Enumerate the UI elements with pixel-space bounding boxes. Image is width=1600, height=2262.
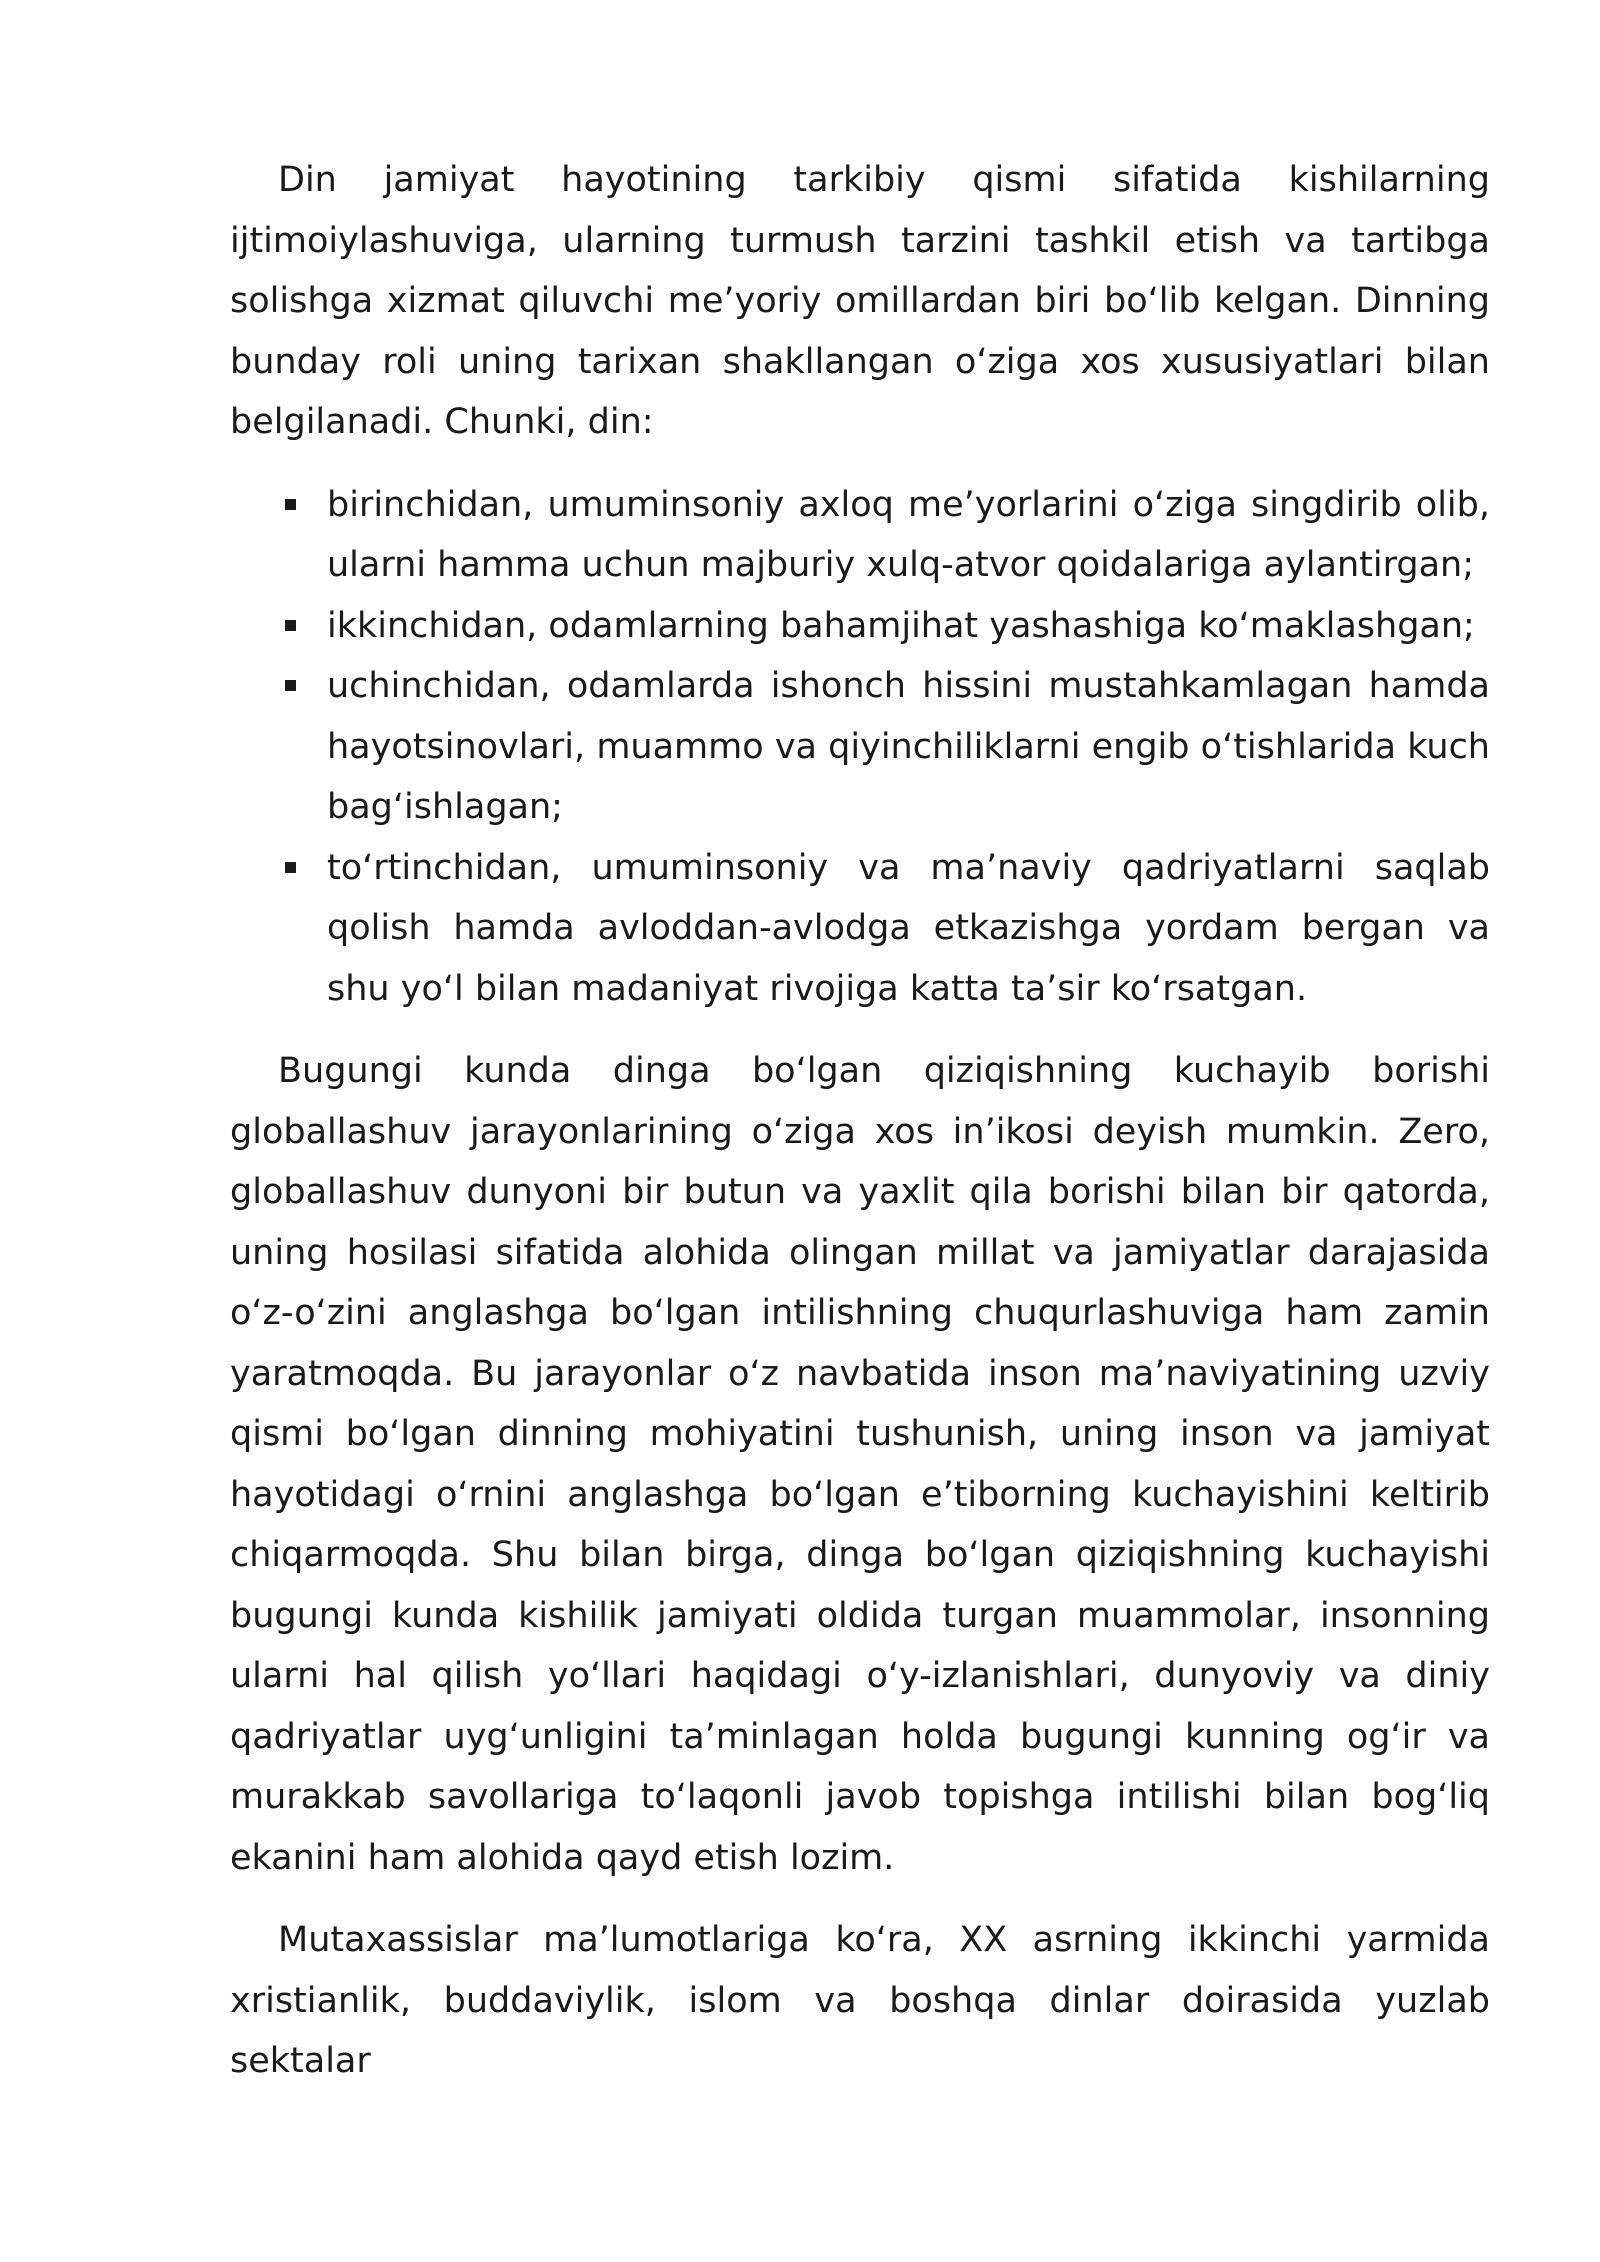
paragraph-intro: Din jamiyat hayotining tarkibiy qismi sifatida kishilarning ijtimoiylashuviga, ularning turmush tarzini tashkil etish va tartibga solishga xizmat qiluvchi me’yoriy omillardan biri bo‘lib kelgan. Dinning bunday roli uning tarixan shakllangan o‘ziga xos xususiyatlari bilan belgilanadi. Chunki, din: (230, 160, 1490, 442)
paragraph-globalization: Bugungi kunda dinga bo‘lgan qiziqishning kuchayib borishi globallashuv jarayonlarining o‘ziga xos in’ikosi deyish mumkin. Zero, globallashuv dunyoni bir butun va yaxlit qila borishi bilan bir qatorda, uning hosilasi sifatida alohida olingan millat va jamiyatlar darajasida o‘z-o‘zini anglashga bo‘lgan intilishning chuqurlashuviga ham zamin yaratmoqda. Bu jarayonlar o‘z navbatida inson ma’naviyatining uzviy qismi bo‘lgan dinning mohiyatini tushunish, uning inson va jamiyat hayotidagi o‘rnini anglashga bo‘lgan e’tiborning kuchayishini keltirib chiqarmoqda. Shu bilan birga, dinga bo‘lgan qiziqishning kuchayishi bugungi kunda kishilik jamiyati oldida turgan muammolar, insonning ularni hal qilish yo‘llari haqidagi o‘y-izlanishlari, dunyoviy va diniy qadriyatlar uyg‘unligini ta’minlagan holda bugungi kunning og‘ir va murakkab savollariga to‘laqonli javob topishga intilishi bilan bog‘liq ekanini ham alohida qayd etish lozim. (230, 1051, 1490, 1878)
list-item-text: to‘rtinchidan, umuminsoniy va ma’naviy qadriyatlarni saqlab qolish hamda avloddan-avlodga etkazishga yordam bergan va shu yo‘l bilan madaniyat rivojiga katta ta’sir ko‘rsatgan. (327, 847, 1490, 1009)
square-bullet-icon (285, 620, 296, 631)
square-bullet-icon (285, 499, 296, 510)
document-body (230, 150, 1490, 2092)
square-bullet-icon (285, 862, 296, 873)
list-item (230, 838, 1490, 1020)
list-item-text: uchinchidan, odamlarda ishonch hissini mustahkamlagan hamda hayotsinovlari, muammo va qiyinchiliklarni engib o‘tishlarida kuch bag‘ishlagan; (327, 666, 1490, 827)
paragraph-specialists: Mutaxassislar ma’lumotlariga ko‘ra, XX asrning ikkinchi yarmida xristianlik, buddaviylik, islom va boshqa dinlar doirasida yuzlab sektalar (230, 1920, 1490, 2081)
square-bullet-icon (285, 680, 296, 691)
list-item-text: ikkinchidan, odamlarning bahamjihat yashashiga ko‘maklashgan; (327, 605, 1475, 646)
list-item (230, 656, 1490, 838)
bullet-list (230, 475, 1490, 1020)
list-item-text: birinchidan, umuminsoniy axloq me’yorlarini o‘ziga singdirib olib, ularni hamma uchun majburiy xulq-atvor qoidalariga aylantirgan; (327, 484, 1490, 585)
list-item (230, 596, 1490, 657)
list-item (230, 475, 1490, 596)
